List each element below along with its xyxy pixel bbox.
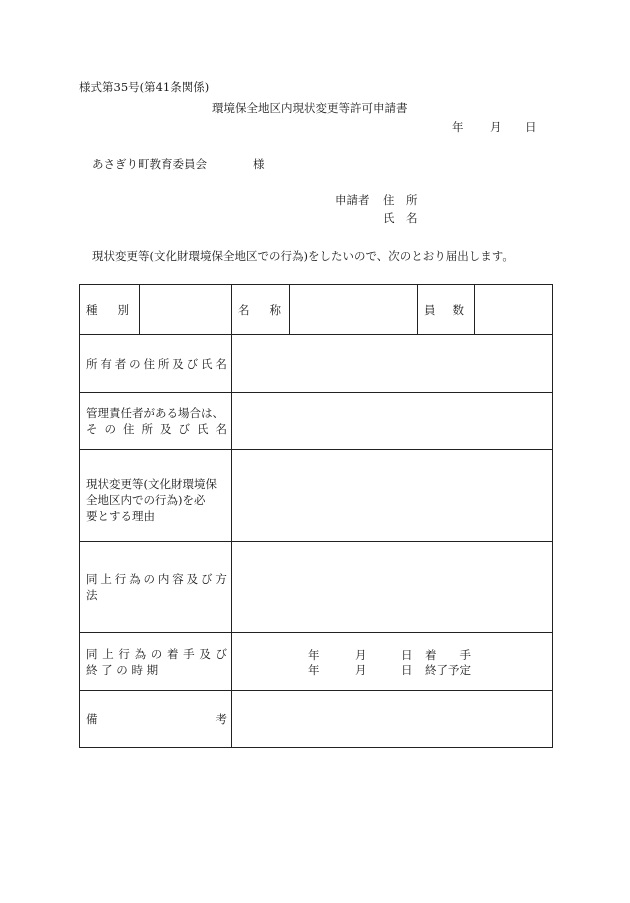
period-end-day: 日 — [401, 662, 413, 677]
content-label-char: 行 — [114, 572, 127, 586]
name-label: 氏 名 — [383, 211, 418, 225]
reason-label-cell — [80, 450, 232, 542]
period-label-char: 同 — [86, 646, 98, 661]
table-row-manager — [80, 393, 553, 450]
manager-label-line — [86, 421, 227, 437]
period-end-line — [232, 662, 552, 677]
manager-label-char: そ — [86, 422, 98, 436]
content-label-char: 及 — [186, 572, 199, 586]
addressee: あさぎり町教育委員会 — [92, 157, 207, 171]
reason-label-line: 現状変更等(文化財環境保 — [86, 477, 217, 491]
content-label-char: 為 — [129, 572, 141, 586]
document-title: 環境保全地区内現状変更等許可申請書 — [212, 101, 408, 115]
manager-value-cell[interactable] — [232, 393, 553, 450]
owner-label-char: 氏 — [201, 356, 213, 371]
table-row-content — [80, 542, 553, 633]
period-label-char: 上 — [102, 646, 114, 661]
content-label-char: 同 — [86, 572, 98, 586]
count-value-cell[interactable] — [475, 285, 553, 335]
applicant-label: 申請者 — [335, 193, 370, 207]
address-label: 住 所 — [383, 193, 418, 207]
name-label-char: 称 — [269, 302, 281, 317]
honorific: 様 — [253, 157, 265, 171]
content-label-char: 方 — [215, 572, 227, 586]
period-start-year: 年 — [308, 647, 320, 662]
reason-value-cell[interactable] — [232, 450, 553, 542]
count-label-char: 員 — [424, 302, 436, 317]
period-start-month: 月 — [355, 647, 367, 662]
content-label-char: び — [201, 572, 213, 586]
reason-label-line: 全地区内での行為)を必 — [86, 493, 206, 507]
period-label-line — [86, 646, 227, 662]
manager-label-char: 名 — [215, 422, 227, 436]
manager-label-char: 及 — [160, 422, 172, 436]
owner-label-char: 所 — [157, 356, 170, 371]
type-value-cell[interactable] — [140, 285, 232, 335]
reason-label-line: 要とする理由 — [86, 509, 155, 523]
period-label-char: 着 — [166, 646, 179, 661]
form-number: 様式第35号(第41条関係) — [79, 80, 210, 94]
intro-text: 現状変更等(文化財環境保全地区での行為)をしたいので、次のとおり届出します。 — [92, 249, 514, 263]
date-day-label: 日 — [525, 120, 537, 134]
owner-label-char: 住 — [143, 356, 155, 371]
manager-label-char: 氏 — [197, 422, 209, 436]
date-month-label: 月 — [490, 120, 502, 134]
owner-label-char: 名 — [215, 356, 227, 371]
period-label-char: 行 — [118, 646, 130, 661]
manager-label-char: 所 — [141, 422, 153, 436]
content-label-cell — [80, 542, 232, 633]
table-row-owner — [80, 335, 553, 393]
content-label-char: 上 — [100, 572, 112, 586]
count-label-cell — [418, 285, 475, 335]
period-start-line — [232, 647, 552, 662]
content-label-char: 内 — [157, 572, 170, 586]
owner-label-char: の — [129, 356, 141, 371]
name-label-cell — [232, 285, 290, 335]
manager-label-cell — [80, 393, 232, 450]
date-year-label: 年 — [452, 120, 464, 134]
period-value-cell — [232, 633, 553, 691]
content-value-cell[interactable] — [232, 542, 553, 633]
owner-value-cell[interactable] — [232, 335, 553, 393]
content-label-char: の — [143, 572, 155, 586]
manager-label-char: び — [178, 422, 190, 436]
owner-label-char: 及 — [172, 356, 184, 371]
period-label-char: 為 — [134, 646, 147, 661]
period-end-label: 終了予定 — [425, 662, 471, 677]
remarks-label-char: 備 — [86, 712, 98, 726]
table-row-period — [80, 633, 553, 691]
owner-label-char: 所 — [86, 356, 98, 371]
period-label-char: の — [150, 646, 163, 661]
owner-label-char: 有 — [100, 356, 112, 371]
period-label-char: 及 — [199, 646, 211, 661]
manager-label-char: 住 — [123, 422, 135, 436]
table-row-type-name-count — [80, 285, 553, 335]
period-end-month: 月 — [355, 662, 367, 677]
period-start-label: 着 手 — [425, 647, 471, 662]
period-end-year: 年 — [308, 662, 320, 677]
remarks-label-cell — [80, 691, 232, 748]
table-row-reason — [80, 450, 553, 542]
owner-label-char: 者 — [114, 356, 127, 371]
name-label-char: 名 — [238, 302, 250, 317]
count-label-char: 数 — [452, 302, 464, 317]
table-row-remarks — [80, 691, 553, 748]
name-value-cell[interactable] — [290, 285, 418, 335]
manager-label-line: 管理責任者がある場合は、 — [86, 406, 224, 420]
owner-label-char: び — [186, 356, 199, 371]
application-table — [79, 284, 553, 748]
type-label-cell — [80, 285, 140, 335]
period-label-char: 手 — [183, 646, 195, 661]
content-label-char: 容 — [172, 572, 184, 586]
period-start-day: 日 — [401, 647, 413, 662]
owner-label-cell — [80, 335, 232, 393]
period-label-cell — [80, 633, 232, 691]
type-label-char: 種 — [86, 302, 98, 317]
remarks-label-char: 考 — [215, 712, 227, 726]
period-label-line: 終 了 の 時 期 — [86, 662, 159, 677]
remarks-value-cell[interactable] — [232, 691, 553, 748]
manager-label-char: の — [104, 422, 116, 436]
content-label-line: 法 — [86, 588, 98, 602]
content-label-line — [86, 571, 227, 587]
period-label-char: び — [215, 646, 227, 661]
type-label-char: 別 — [117, 302, 129, 317]
